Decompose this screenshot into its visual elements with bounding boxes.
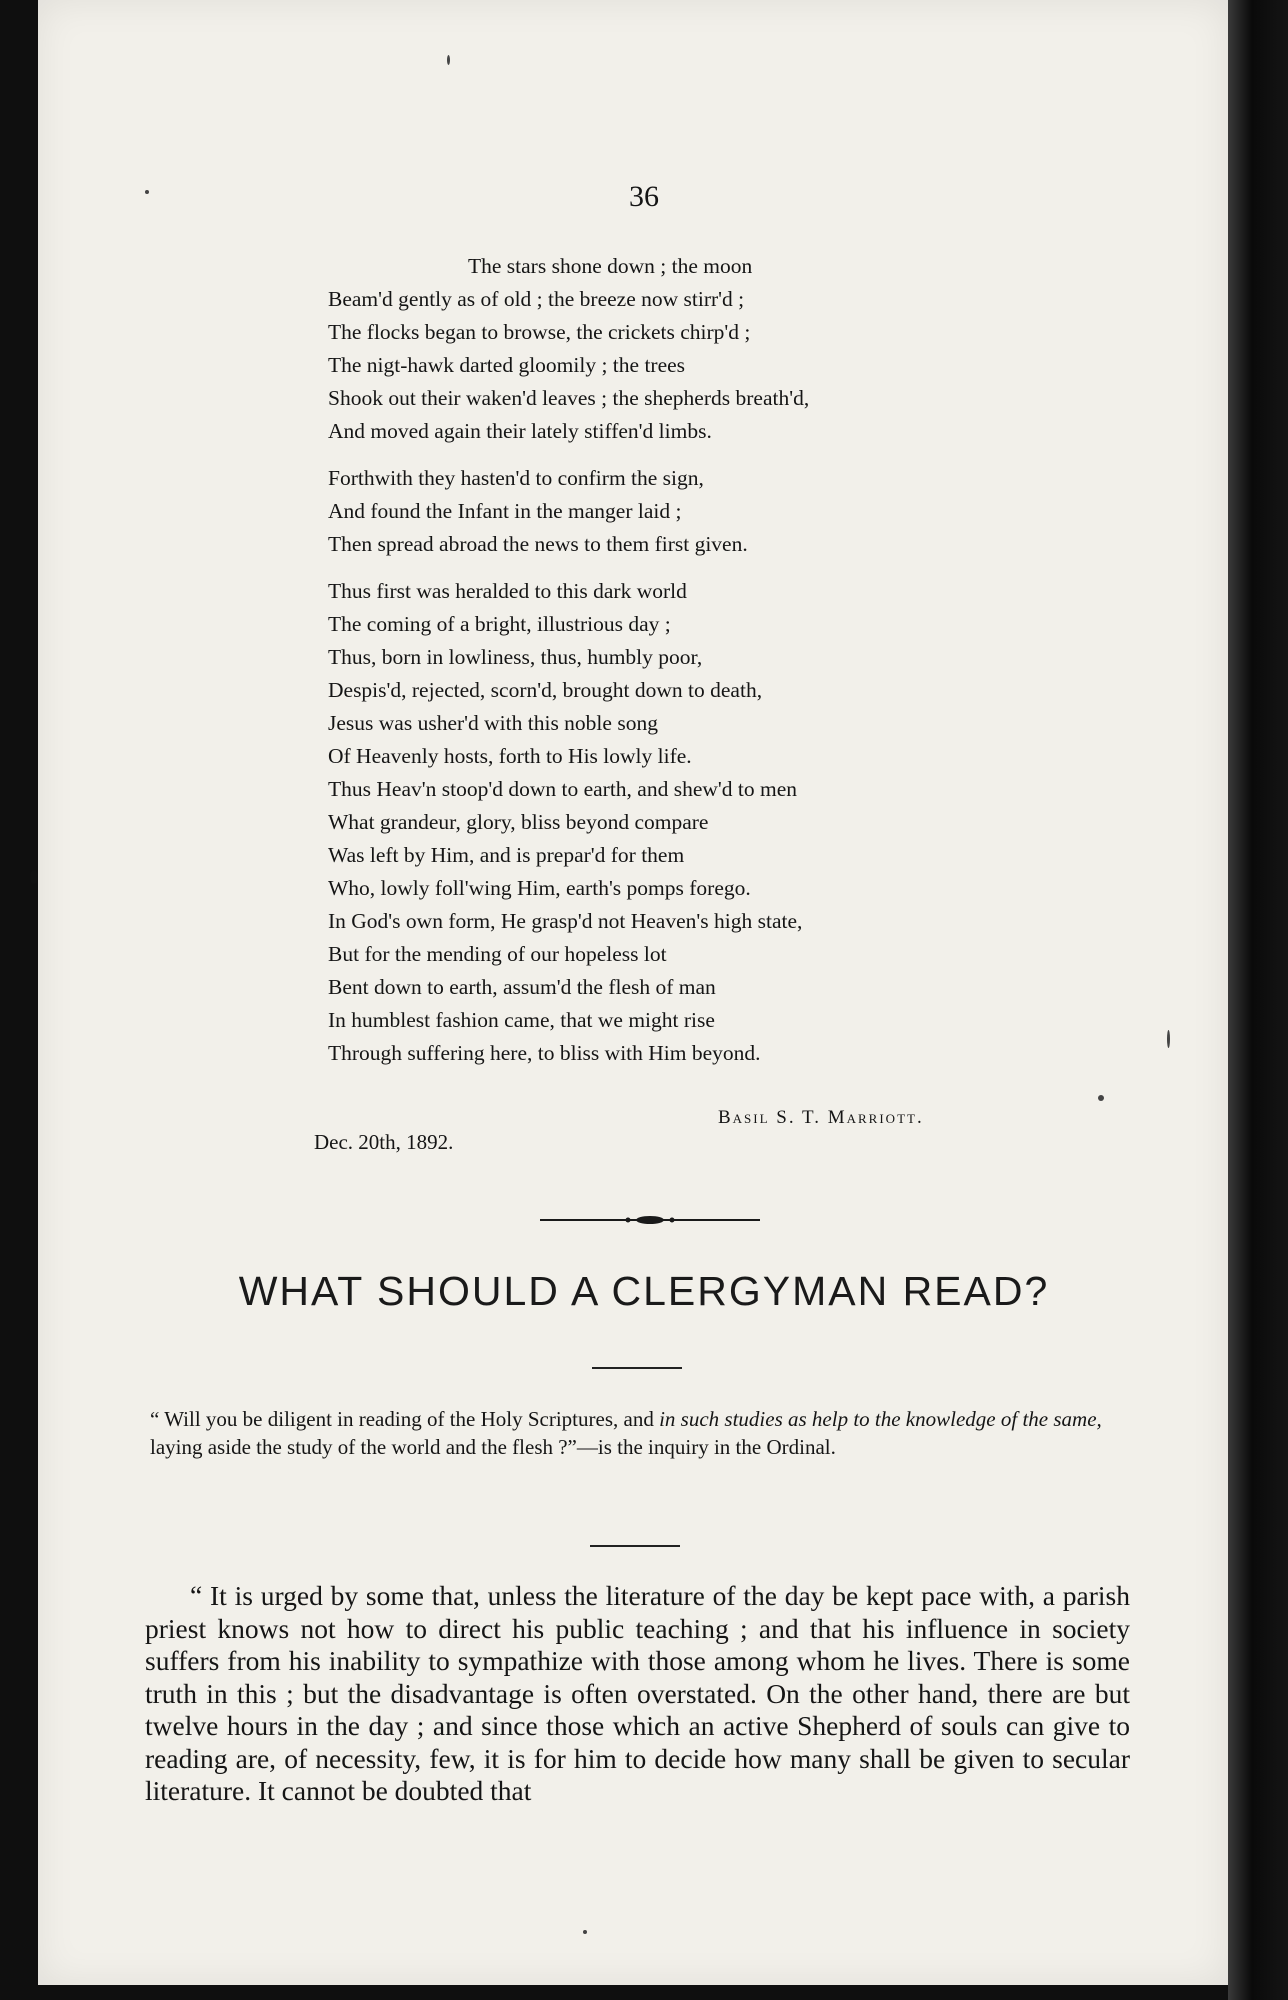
poem-line: Forthwith they hasten'd to confirm the sign,	[328, 466, 704, 490]
poem-stanza-3	[328, 575, 1088, 1070]
poem-line: And moved again their lately stiffen'd limbs.	[328, 419, 712, 443]
scan-speck	[447, 55, 450, 65]
poem-line: Thus Heav'n stoop'd down to earth, and shew'd to men	[328, 777, 798, 801]
poem-line: Through suffering here, to bliss with Him beyond.	[328, 1041, 761, 1065]
poem-line: But for the mending of our hopeless lot	[328, 942, 667, 966]
poem-line: Shook out their waken'd leaves ; the shepherds breath'd,	[328, 386, 810, 410]
poem-line: Who, lowly foll'wing Him, earth's pomps forego.	[328, 876, 751, 900]
poem-line: The nigt-hawk darted gloomily ; the trees	[328, 353, 686, 377]
poem-line: And found the Infant in the manger laid ;	[328, 499, 682, 523]
poem-line: Thus, born in lowliness, thus, humbly poor,	[328, 645, 703, 669]
page-number: 36	[629, 180, 659, 213]
body-paragraph: “ It is urged by some that, unless the literature of the day be kept pace with, a parish priest knows not how to direct his public teaching ; and that his influence in society suffers from his inability to sympathize with those among whom he lives. There is some truth in this ; but the disadvantage is often overstated. On the other hand, there are but twelve hours in the day ; and since those which an active Shepherd of souls can give to reading are, of necessity, few, it is for him to decide how many shall be given to secular literature. It cannot be doubted that	[145, 1580, 1130, 1806]
poem-line: Of Heavenly hosts, forth to His lowly life.	[328, 744, 692, 768]
epigraph-italic: in such studies as help to the knowledge of the same,	[659, 1407, 1102, 1431]
epigraph-rule	[590, 1545, 680, 1547]
poem-line: Then spread abroad the news to them first given.	[328, 532, 748, 556]
poem-line: Bent down to earth, assum'd the flesh of man	[328, 975, 716, 999]
scan-speck	[30, 870, 38, 884]
poem-author: Basil S. T. Marriott.	[718, 1107, 924, 1128]
poem-stanza-1	[328, 250, 1088, 448]
poem-stanza-2	[328, 462, 1088, 561]
poem-line: Beam'd gently as of old ; the breeze now stirr'd ;	[328, 287, 745, 311]
poem-line: What grandeur, glory, bliss beyond compare	[328, 810, 709, 834]
title-rule	[592, 1367, 682, 1369]
epigraph-text-end: laying aside the study of the world and the flesh ?”—is the inquiry in the Ordinal.	[150, 1435, 836, 1459]
scan-speck	[583, 1930, 587, 1934]
epigraph-text: “ Will you be diligent in reading of the Holy Scriptures, and	[150, 1407, 660, 1431]
poem-line: The flocks began to browse, the crickets chirp'd ;	[328, 320, 751, 344]
poem-line: In God's own form, He grasp'd not Heaven's high state,	[328, 909, 803, 933]
poem-date: Dec. 20th, 1892.	[314, 1130, 454, 1154]
article-epigraph	[150, 1405, 1140, 1461]
poem-line: Despis'd, rejected, scorn'd, brought down to death,	[328, 678, 763, 702]
poem-line: Was left by Him, and is prepar'd for them	[328, 843, 685, 867]
article-title: WHAT SHOULD A CLERGYMAN READ?	[238, 1268, 1050, 1314]
ornament-divider	[540, 1210, 760, 1230]
poem	[328, 250, 1088, 1084]
scan-edge-shadow	[1228, 0, 1288, 2000]
scan-speck	[1167, 1030, 1170, 1048]
article-body	[145, 1580, 1130, 1808]
scan-speck	[145, 190, 149, 194]
poem-line: The stars shone down ; the moon	[468, 254, 753, 278]
scan-speck	[1098, 1095, 1104, 1101]
poem-line: The coming of a bright, illustrious day ;	[328, 612, 671, 636]
poem-line: Thus first was heralded to this dark world	[328, 579, 687, 603]
poem-line: Jesus was usher'd with this noble song	[328, 711, 658, 735]
poem-line: In humblest fashion came, that we might rise	[328, 1008, 715, 1032]
